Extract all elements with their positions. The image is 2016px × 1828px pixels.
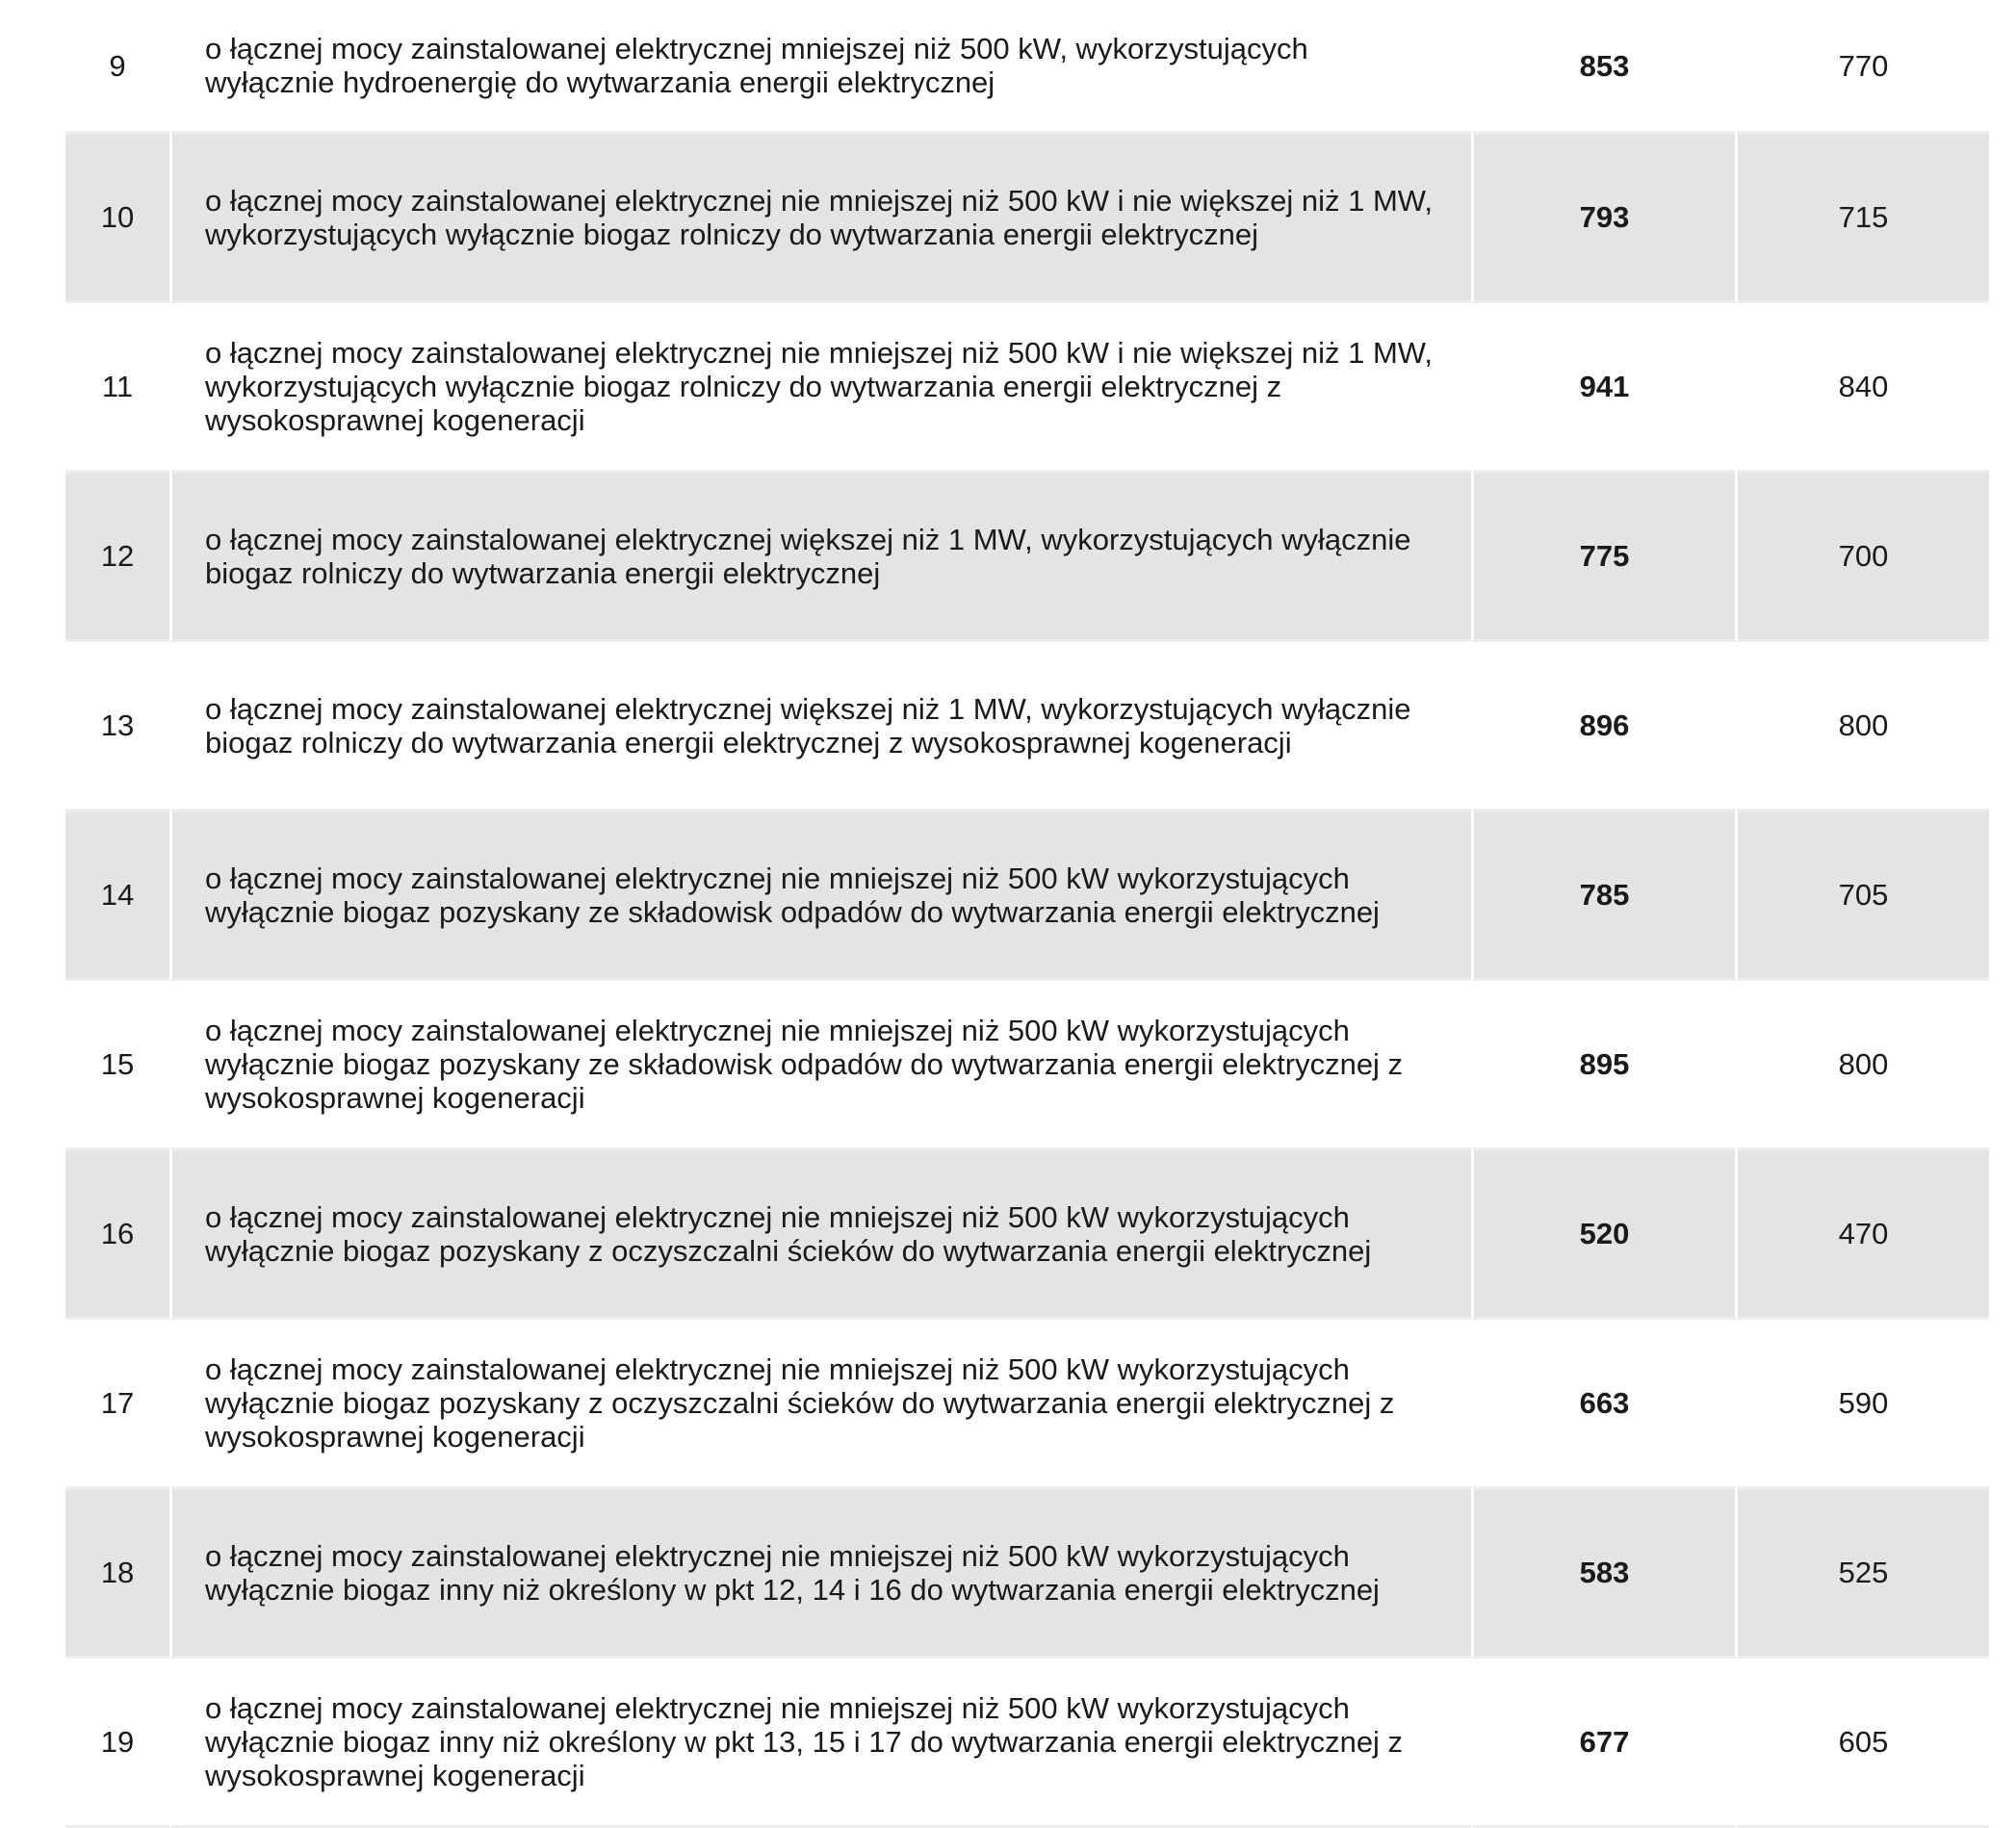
row-description: o łącznej mocy zainstalowanej elektrycznej większej niż 1 MW, wykorzystujących wyłącznie biogaz rolniczy do wytwarzania energii elektrycznej bbox=[169, 473, 1471, 642]
table-row bbox=[65, 1320, 1989, 1489]
row-value: 770 bbox=[1735, 0, 1989, 134]
row-value-bold: 793 bbox=[1471, 134, 1735, 303]
row-value: 715 bbox=[1735, 134, 1989, 303]
row-value-bold: 941 bbox=[1471, 303, 1735, 473]
row-description: o łącznej mocy zainstalowanej elektrycznej nie mniejszej niż 500 kW wykorzystujących wyłącznie biogaz pozyskany ze składowisk odpadów do wytwarzania energii elektrycznej bbox=[169, 811, 1471, 981]
row-number: 16 bbox=[65, 1150, 169, 1320]
table-row bbox=[65, 473, 1989, 642]
row-number: 19 bbox=[65, 1659, 169, 1828]
row-number: 18 bbox=[65, 1489, 169, 1659]
row-description: o łącznej mocy zainstalowanej elektrycznej nie mniejszej niż 500 kW wykorzystujących wyłącznie biogaz inny niż określony w pkt 12, 14 i 16 do wytwarzania energii elektrycznej bbox=[169, 1489, 1471, 1659]
table-row bbox=[65, 811, 1989, 981]
row-value-bold: 677 bbox=[1471, 1659, 1735, 1828]
row-number: 14 bbox=[65, 811, 169, 981]
row-value: 605 bbox=[1735, 1659, 1989, 1828]
row-value: 700 bbox=[1735, 473, 1989, 642]
row-description: o łącznej mocy zainstalowanej elektrycznej mniejszej niż 500 kW, wykorzystujących wyłącznie hydroenergię do wytwarzania energii elektrycznej bbox=[169, 0, 1471, 134]
row-value-bold: 896 bbox=[1471, 642, 1735, 811]
row-number: 17 bbox=[65, 1320, 169, 1489]
row-value-bold: 775 bbox=[1471, 473, 1735, 642]
row-number: 13 bbox=[65, 642, 169, 811]
row-value-bold: 853 bbox=[1471, 0, 1735, 134]
table-row bbox=[65, 0, 1989, 134]
table-row bbox=[65, 981, 1989, 1150]
row-value-bold: 663 bbox=[1471, 1320, 1735, 1489]
row-value-bold: 785 bbox=[1471, 811, 1735, 981]
table-row bbox=[65, 1150, 1989, 1320]
row-description: o łącznej mocy zainstalowanej elektrycznej nie mniejszej niż 500 kW i nie większej niż 1 MW, wykorzystujących wyłącznie biogaz rolniczy do wytwarzania energii elektrycznej z wysokosprawnej kogeneracji bbox=[169, 303, 1471, 473]
row-value-bold: 520 bbox=[1471, 1150, 1735, 1320]
tariff-table-container bbox=[65, 0, 1989, 1828]
row-number: 11 bbox=[65, 303, 169, 473]
tariff-table bbox=[65, 0, 1989, 1828]
row-value-bold: 583 bbox=[1471, 1489, 1735, 1659]
row-value: 800 bbox=[1735, 642, 1989, 811]
table-row bbox=[65, 303, 1989, 473]
table-row bbox=[65, 1489, 1989, 1659]
table-row bbox=[65, 134, 1989, 303]
row-value: 840 bbox=[1735, 303, 1989, 473]
row-value: 705 bbox=[1735, 811, 1989, 981]
table-row bbox=[65, 642, 1989, 811]
row-value: 525 bbox=[1735, 1489, 1989, 1659]
row-description: o łącznej mocy zainstalowanej elektrycznej większej niż 1 MW, wykorzystujących wyłącznie biogaz rolniczy do wytwarzania energii elektrycznej z wysokosprawnej kogeneracji bbox=[169, 642, 1471, 811]
row-value-bold: 895 bbox=[1471, 981, 1735, 1150]
row-description: o łącznej mocy zainstalowanej elektrycznej nie mniejszej niż 500 kW wykorzystujących wyłącznie biogaz inny niż określony w pkt 13, 15 i 17 do wytwarzania energii elektrycznej z wysokosprawnej kogeneracji bbox=[169, 1659, 1471, 1828]
row-number: 12 bbox=[65, 473, 169, 642]
row-number: 15 bbox=[65, 981, 169, 1150]
row-value: 800 bbox=[1735, 981, 1989, 1150]
row-description: o łącznej mocy zainstalowanej elektrycznej nie mniejszej niż 500 kW wykorzystujących wyłącznie biogaz pozyskany z oczyszczalni ścieków do wytwarzania energii elektrycznej bbox=[169, 1150, 1471, 1320]
row-number: 9 bbox=[65, 0, 169, 134]
row-number: 10 bbox=[65, 134, 169, 303]
row-description: o łącznej mocy zainstalowanej elektrycznej nie mniejszej niż 500 kW wykorzystujących wyłącznie biogaz pozyskany z oczyszczalni ścieków do wytwarzania energii elektrycznej z wysokosprawnej kogeneracji bbox=[169, 1320, 1471, 1489]
row-description: o łącznej mocy zainstalowanej elektrycznej nie mniejszej niż 500 kW i nie większej niż 1 MW, wykorzystujących wyłącznie biogaz rolniczy do wytwarzania energii elektrycznej bbox=[169, 134, 1471, 303]
row-description: o łącznej mocy zainstalowanej elektrycznej nie mniejszej niż 500 kW wykorzystujących wyłącznie biogaz pozyskany ze składowisk odpadów do wytwarzania energii elektrycznej z wysokosprawnej kogeneracji bbox=[169, 981, 1471, 1150]
row-value: 590 bbox=[1735, 1320, 1989, 1489]
row-value: 470 bbox=[1735, 1150, 1989, 1320]
table-row bbox=[65, 1659, 1989, 1828]
